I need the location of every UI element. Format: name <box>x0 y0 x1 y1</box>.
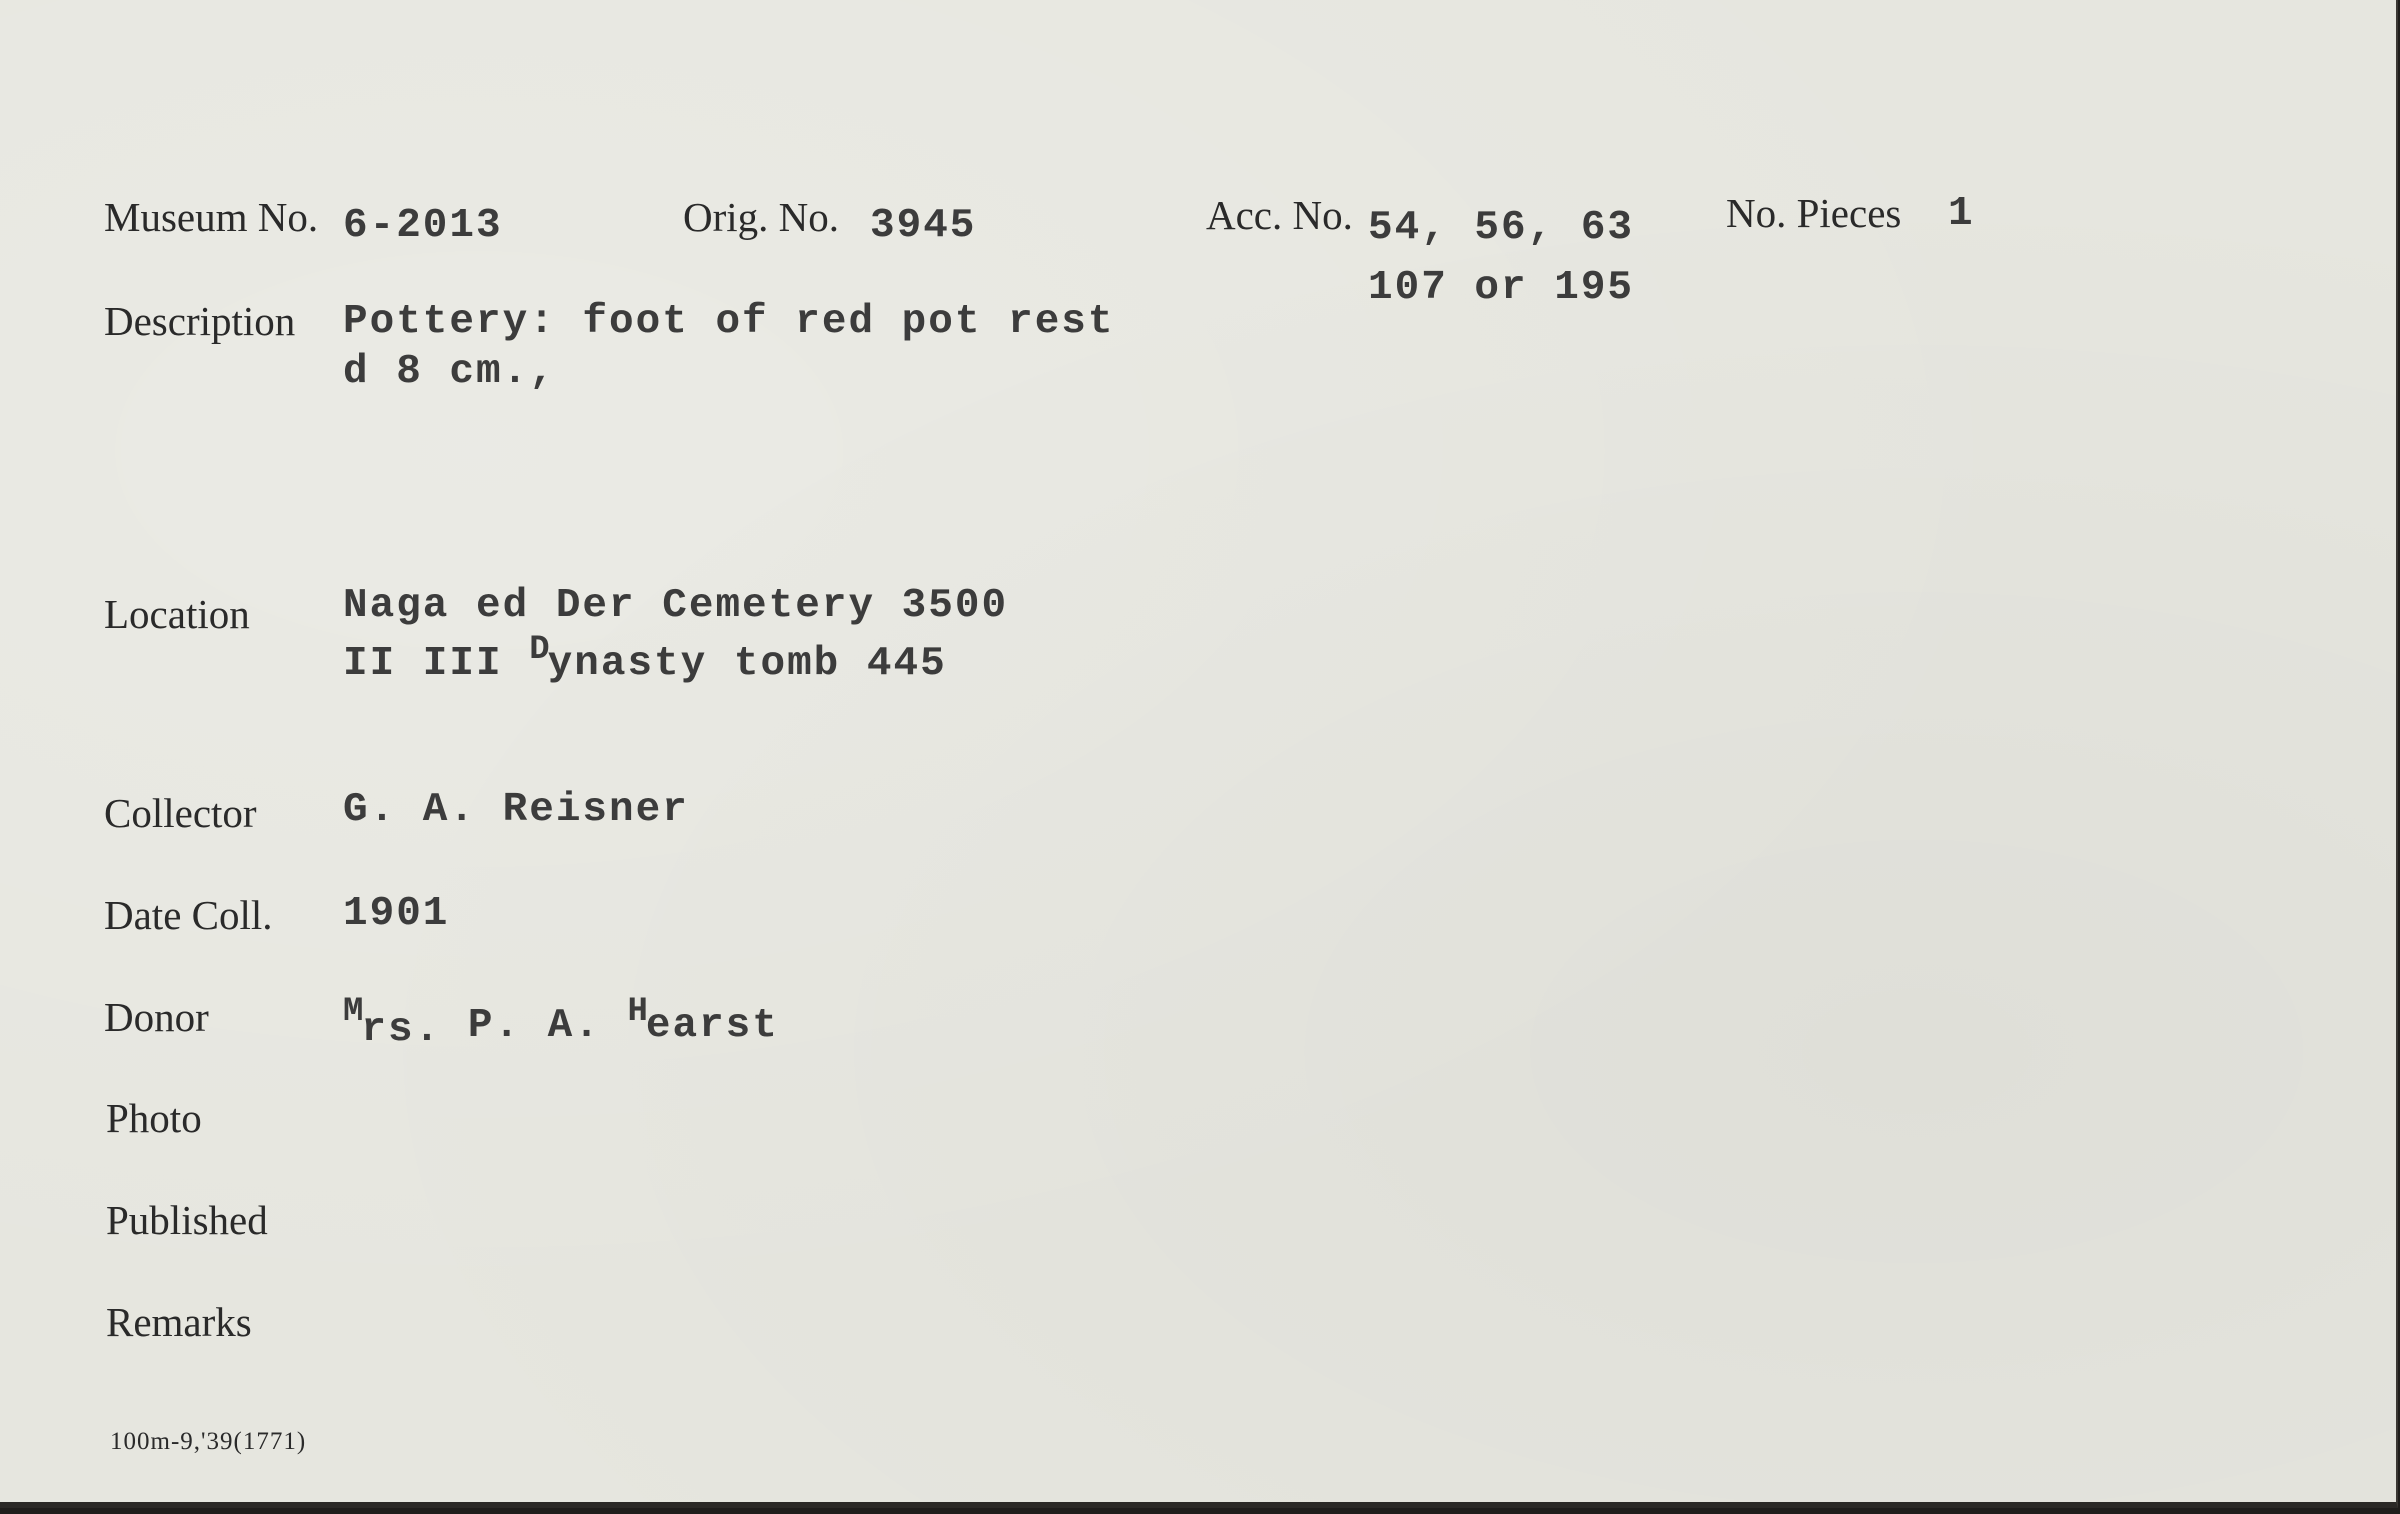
donor-part-2: P. A. <box>441 1003 628 1049</box>
location-label: Location <box>104 591 250 637</box>
location-line2-superscript: D <box>529 631 552 669</box>
date-coll-label: Date Coll. <box>104 892 273 938</box>
museum-no-label: Museum No. <box>104 194 319 240</box>
orig-no-value: 3945 <box>870 203 977 249</box>
description-label: Description <box>104 298 296 344</box>
orig-no-label: Orig. No. <box>683 194 840 240</box>
donor-part-3: earst <box>645 1003 779 1049</box>
donor-part-1: rs. <box>361 1007 442 1053</box>
location-line2-prefix: II III <box>343 641 530 687</box>
footer-print-code: 100m-9,'39(1771) <box>110 1428 307 1455</box>
location-line2 <box>343 631 947 687</box>
date-coll-value: 1901 <box>343 891 450 937</box>
acc-no-label: Acc. No. <box>1206 192 1353 238</box>
donor-label: Donor <box>104 994 209 1040</box>
description-line1: Pottery: foot of red pot rest <box>343 299 1115 345</box>
remarks-label: Remarks <box>106 1299 252 1345</box>
acc-no-value-line1: 54, 56, 63 <box>1368 205 1635 251</box>
location-line2-rest: ynasty tomb 445 <box>547 641 947 687</box>
museum-no-value: 6-2013 <box>343 203 503 249</box>
no-pieces-value: 1 <box>1948 191 1975 237</box>
donor-sup-1: M <box>343 993 366 1031</box>
collector-value: G. A. Reisner <box>343 787 689 833</box>
donor-sup-2: H <box>627 993 650 1031</box>
published-label: Published <box>106 1197 268 1243</box>
collector-label: Collector <box>104 790 257 836</box>
acc-no-value-line2: 107 or 195 <box>1368 265 1635 311</box>
description-line2: d 8 cm., <box>343 349 556 395</box>
location-line1: Naga ed Der Cemetery 3500 <box>343 583 1009 629</box>
donor-value <box>343 993 779 1053</box>
photo-label: Photo <box>106 1095 202 1141</box>
no-pieces-label: No. Pieces <box>1726 190 1902 236</box>
